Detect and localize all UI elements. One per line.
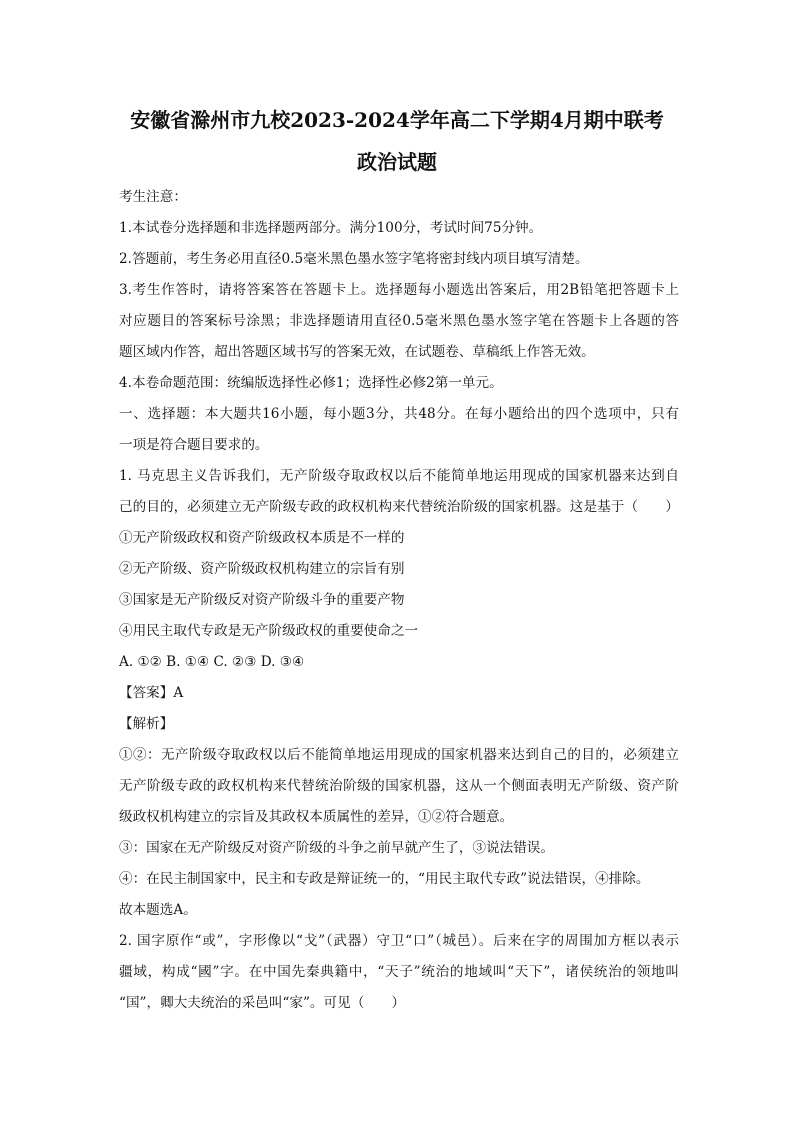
question-1-answer: 【答案】A (119, 685, 184, 701)
analysis-line-3: 级政权机构建立的宗旨及其政权本质属性的差异，①②符合题意。 (119, 809, 514, 825)
section-heading-line-1: 一、选择题：本大题共16小题，每小题3分，共48分。在每小题给出的四个选项中，只有 (119, 406, 679, 422)
question-2-stem-line-3: “国”，卿大夫统治的采邑叫“家”。可见（ ） (119, 995, 406, 1011)
question-1-stem-line-2: 己的目的，必须建立无产阶级专政的政权机构来代替统治阶级的国家机器。这是基于（ ） (119, 499, 679, 515)
notice-item-3-line-2: 对应题目的答案标号涂黑；非选择题请用直径0.5毫米黑色墨水签字笔在答题卡上各题的答 (119, 313, 679, 329)
analysis-line-4: ③：国家在无产阶级反对资产阶级的斗争之前早就产生了，③说法错误。 (119, 840, 554, 856)
question-1-statement-3: ③国家是无产阶级反对资产阶级斗争的重要产物 (119, 592, 405, 608)
document-title: 安徽省滁州市九校2023-2024学年高二下学期4月期中联考 (130, 108, 664, 132)
question-2-stem-line-2: 疆域，构成“國”字。在中国先秦典籍中，“天子”统治的地域叫“天下”，诸侯统治的领地叫 (119, 964, 679, 980)
analysis-line-2: 无产阶级专政的政权机构来代替统治阶级的国家机器，这从一个侧面表明无产阶级、资产阶 (119, 778, 679, 794)
question-1-stem-line-1: 1. 马克思主义告诉我们，无产阶级夺取政权以后不能简单地运用现成的国家机器来达到自 (119, 468, 679, 484)
question-1-analysis-heading: 【解析】 (119, 716, 174, 732)
document-subtitle: 政治试题 (357, 150, 437, 174)
analysis-line-5: ④：在民主制国家中，民主和专政是辩证统一的，“用民主取代专政”说法错误，④排除。 (119, 871, 650, 887)
notice-item-4: 4.本卷命题范围：统编版选择性必修1；选择性必修2第一单元。 (119, 375, 503, 391)
notice-item-1: 1.本试卷分选择题和非选择题两部分。满分100分，考试时间75分钟。 (119, 220, 543, 236)
analysis-conclusion: 故本题选A。 (119, 902, 197, 918)
notice-item-3-line-1: 3.考生作答时，请将答案答在答题卡上。选择题每小题选出答案后，用2B铅笔把答题卡上 (119, 282, 679, 298)
section-heading-line-2: 一项是符合题目要求的。 (119, 437, 269, 453)
notice-item-2: 2.答题前，考生务必用直径0.5毫米黑色墨水签字笔将密封线内项目填写清楚。 (119, 251, 589, 267)
question-1-options: A. ①② B. ①④ C. ②③ D. ③④ (119, 654, 305, 670)
question-1-statement-1: ①无产阶级政权和资产阶级政权本质是不一样的 (119, 530, 405, 546)
notice-heading: 考生注意： (119, 189, 187, 205)
analysis-line-1: ①②：无产阶级夺取政权以后不能简单地运用现成的国家机器来达到自己的目的，必须建立 (119, 747, 679, 763)
question-1-statement-2: ②无产阶级、资产阶级政权机构建立的宗旨有别 (119, 561, 405, 577)
question-2-stem-line-1: 2. 国字原作“或”，字形像以“戈”（武器）守卫“口”（城邑）。后来在字的周围加方框以表示 (119, 933, 679, 949)
notice-item-3-line-3: 题区域内作答，超出答题区域书写的答案无效，在试题卷、草稿纸上作答无效。 (119, 344, 595, 360)
question-1-statement-4: ④用民主取代专政是无产阶级政权的重要使命之一 (119, 623, 419, 639)
